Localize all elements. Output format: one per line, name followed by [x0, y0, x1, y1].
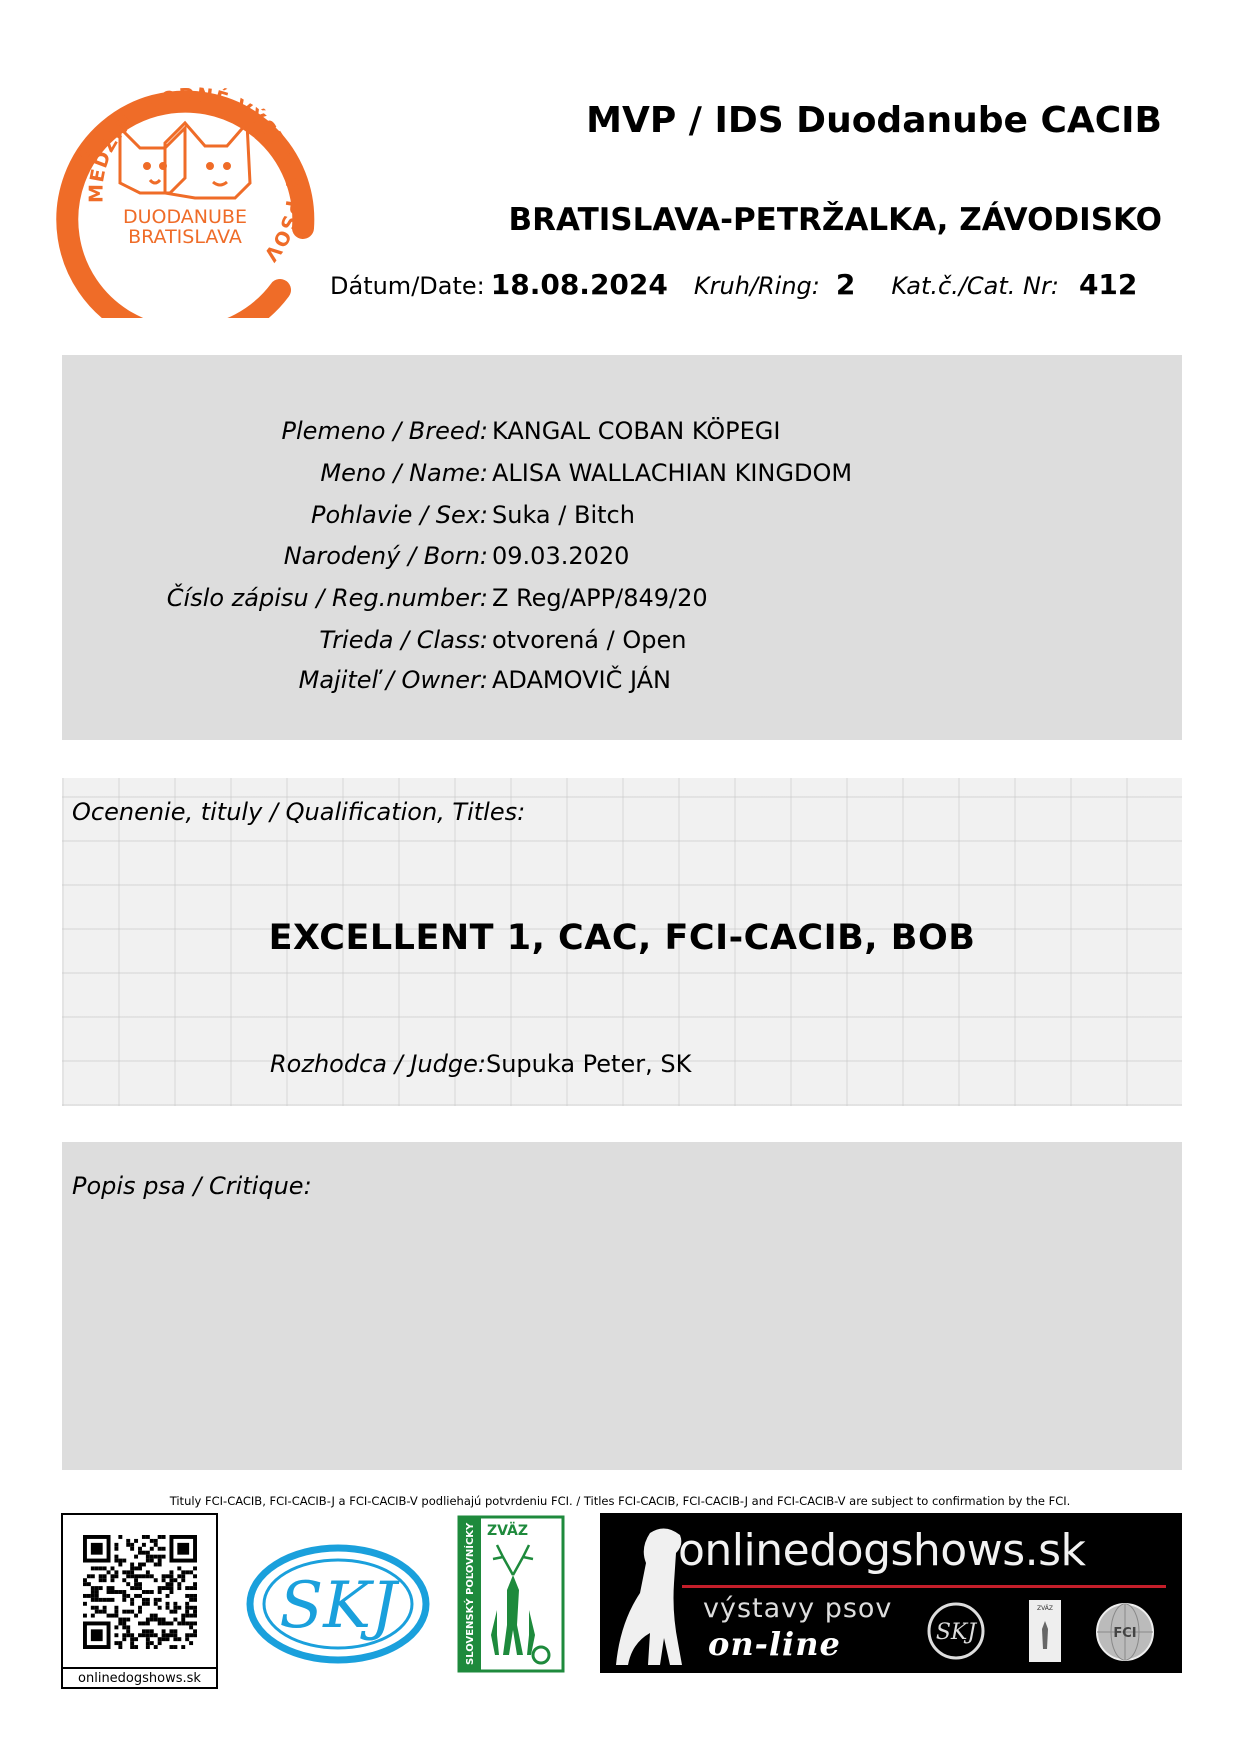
skj-logo-text: SKJ — [279, 1569, 397, 1643]
skj-logo — [243, 1541, 433, 1667]
ring-value: 2 — [835, 268, 856, 301]
info-row-born — [62, 542, 1182, 570]
info-row-owner — [62, 666, 1182, 694]
sex-value: Suka / Bitch — [492, 501, 635, 529]
sex-label: Pohlavie / Sex: — [310, 501, 488, 529]
judge-label: Rozhodca / Judge: — [270, 1050, 486, 1078]
mini-skj-icon — [926, 1601, 986, 1661]
born-label: Narodený / Born: — [283, 542, 488, 570]
breed-label: Plemeno / Breed: — [281, 417, 488, 445]
banner-subtitle: výstavy psov — [703, 1593, 893, 1624]
reg-label: Číslo zápisu / Reg.number: — [166, 584, 488, 612]
onlinedogshows-banner[interactable] — [600, 1513, 1182, 1673]
svg-text:FCI: FCI — [1113, 1626, 1137, 1641]
zvaz-side-text: SLOVENSKÝ POĽOVNÍCKY — [465, 1522, 476, 1665]
registered-mark: ® — [77, 143, 93, 162]
logo-line1: DUODANUBE — [123, 206, 247, 228]
critique-label: Popis psa / Critique: — [72, 1172, 312, 1200]
banner-online: on-line — [708, 1625, 841, 1663]
slovensky-polovnicky-zvaz-logo — [457, 1515, 565, 1673]
judge — [270, 1050, 691, 1078]
info-row-breed — [62, 417, 1182, 445]
reg-value: Z Reg/APP/849/20 — [492, 584, 708, 612]
owner-value: ADAMOVIČ JÁN — [492, 666, 671, 694]
qualification-box — [62, 778, 1182, 1106]
name-label: Meno / Name: — [320, 459, 488, 487]
class-value: otvorená / Open — [492, 626, 687, 654]
qualification-titles: EXCELLENT 1, CAC, FCI-CACIB, BOB — [268, 918, 976, 958]
show-meta — [330, 268, 1137, 301]
date-label: Dátum/Date: — [330, 272, 485, 300]
name-value: ALISA WALLACHIAN KINGDOM — [492, 459, 853, 487]
info-row-class — [62, 626, 1182, 654]
svg-text:SKJ: SKJ — [935, 1620, 977, 1645]
show-venue: BRATISLAVA-PETRŽALKA, ZÁVODISKO — [508, 202, 1162, 238]
mini-zvaz-icon — [1028, 1599, 1062, 1663]
owner-label: Majiteľ / Owner: — [298, 666, 488, 694]
info-row-sex — [62, 501, 1182, 529]
cat-label: Kat.č./Cat. Nr: — [891, 272, 1059, 300]
mini-fci-icon — [1094, 1601, 1156, 1663]
banner-site: onlinedogshows.sk — [678, 1525, 1086, 1576]
qr-code-box[interactable] — [61, 1513, 218, 1689]
show-title: MVP / IDS Duodanube CACIB — [586, 100, 1162, 141]
date-value: 18.08.2024 — [490, 268, 668, 301]
banner-divider — [682, 1585, 1166, 1588]
qr-code-icon[interactable] — [83, 1535, 197, 1649]
svg-text:ZVÄZ: ZVÄZ — [1036, 1605, 1054, 1612]
qr-caption: onlinedogshows.sk — [63, 1667, 216, 1687]
qualification-label: Ocenenie, tituly / Qualification, Titles: — [72, 798, 526, 826]
duodanube-logo — [55, 58, 315, 318]
logo-line2: BRATISLAVA — [128, 226, 242, 248]
info-row-reg — [62, 584, 1182, 612]
dogs-icon — [120, 123, 250, 198]
info-row-name — [62, 459, 1182, 487]
critique-box — [62, 1142, 1182, 1470]
ring-label: Kruh/Ring: — [693, 272, 820, 300]
class-label: Trieda / Class: — [319, 626, 488, 654]
logo-arc-text: MEDZINÁRODNÉ VÝSTAVY PSOV — [85, 84, 304, 267]
born-value: 09.03.2020 — [492, 542, 630, 570]
breed-value: KANGAL COBAN KÖPEGI — [492, 417, 781, 445]
judge-value: Supuka Peter, SK — [485, 1050, 692, 1078]
zvaz-top-text: ZVÄZ — [487, 1523, 529, 1539]
dog-info-box — [62, 355, 1182, 740]
cat-value: 412 — [1078, 268, 1138, 301]
fci-footnote: Tituly FCI-CACIB, FCI-CACIB-J a FCI-CACIB-V podliehajú potvrdeniu FCI. / Titles FCI-CACIB, FCI-CACIB-J and FCI-CACIB-V are subject to confirmation by the FCI. — [169, 1494, 1071, 1508]
